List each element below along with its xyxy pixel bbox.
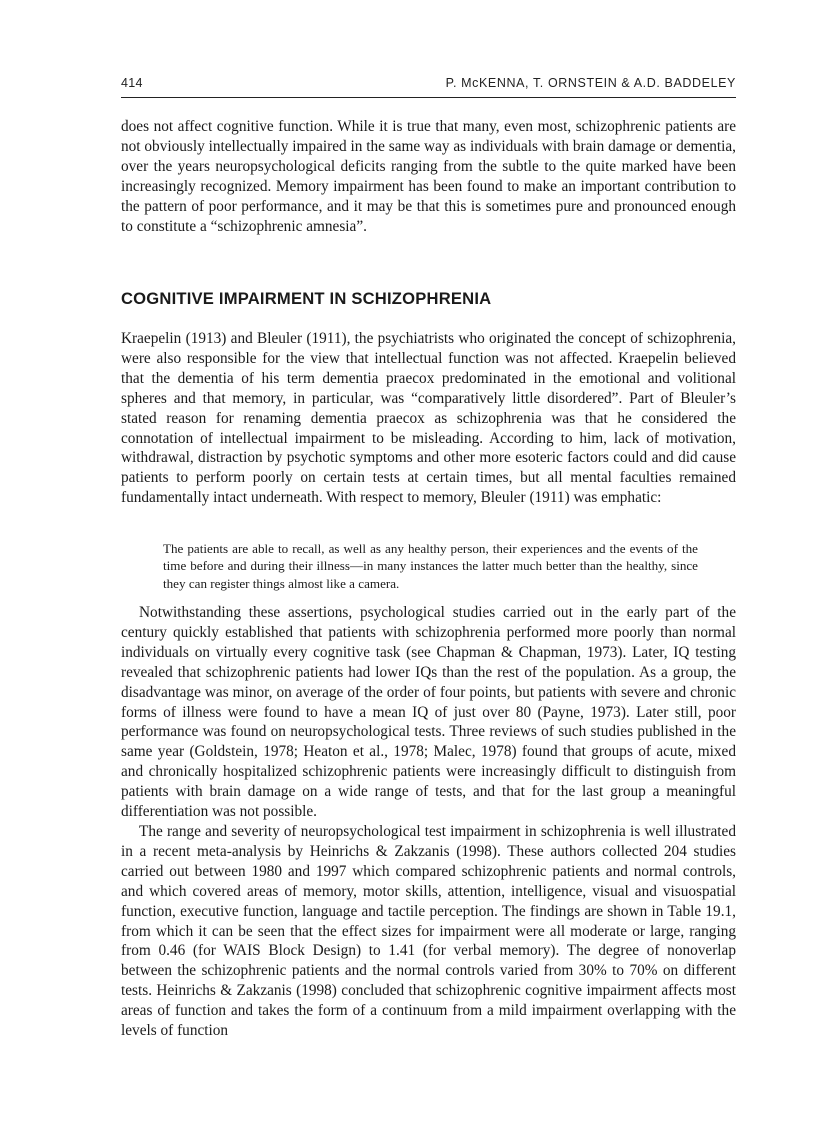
running-head-authors: P. McKENNA, T. ORNSTEIN & A.D. BADDELEY bbox=[445, 76, 736, 90]
section-paragraph-block bbox=[121, 329, 736, 508]
section-paragraph-2: Notwithstanding these assertions, psychological studies carried out in the early part of the century quickly established that patients with schizophrenia performed more poorly than normal individuals on virtually every cognitive task (see Chapman & Chapman, 1973). Later, IQ testing revealed that schizophrenic patients had lower IQs than the rest of the population. As a group, the disadvantage was minor, on average of the order of four points, but patients with severe and chronic forms of illness were found to have a mean IQ of just over 80 (Payne, 1973). Later still, poor performance was found on neuropsychological tests. Three reviews of such studies published in the same year (Goldstein, 1978; Heaton et al., 1978; Malec, 1978) found that groups of acute, mixed and chronically hospitalized schizophrenic patients were increasingly difficult to distinguish from patients with brain damage on a wide range of tests, and that for the last group a meaningful differentiation was not possible. bbox=[121, 604, 736, 821]
section-heading: COGNITIVE IMPAIRMENT IN SCHIZOPHRENIA bbox=[121, 289, 492, 308]
section-paragraph-3: The range and severity of neuropsychological test impairment in schizophrenia is well illustrated in a recent meta-analysis by Heinrichs & Zakzanis (1998). These authors collected 204 studies carried out between 1980 and 1997 which compared schizophrenic patients and normal controls, and which covered areas of memory, motor skills, attention, intelligence, visual and visuospatial function, executive function, language and tactile perception. The findings are shown in Table 19.1, from which it can be seen that the effect sizes for impairment were all moderate or large, ranging from 0.46 (for WAIS Block Design) to 1.41 (for verbal memory). The degree of nonoverlap between the schizophrenic patients and the normal controls varied from 30% to 70% on different tests. Heinrichs & Zakzanis (1998) concluded that schizophrenic cognitive impairment affects most areas of function and takes the form of a continuum from a mild impairment overlapping with the levels of function bbox=[121, 822, 736, 1040]
running-head bbox=[121, 76, 736, 90]
continued-paragraph-block bbox=[121, 603, 736, 1041]
header-rule bbox=[121, 97, 736, 98]
block-quote-text: The patients are able to recall, as well as any healthy person, their experiences and the events of the time before and during their illness—in many instances the latter much better than the healthy, since they can register things almost like a camera. bbox=[163, 541, 698, 591]
block-quote bbox=[163, 540, 698, 592]
opening-paragraph-block bbox=[121, 117, 736, 236]
section-paragraph-1: Kraepelin (1913) and Bleuler (1911), the psychiatrists who originated the concept of schizophrenia, were also responsible for the view that intellectual function was not affected. Kraepelin believed that the dementia of his term dementia praecox predominated in the emotional and volitional spheres and that memory, in particular, was “comparatively little disordered”. Part of Bleuler’s stated reason for renaming dementia praecox as schizophrenia was that he considered the connotation of intellectual impairment to be misleading. According to him, lack of motivation, withdrawal, distraction by psychotic symptoms and other more esoteric factors could and did cause patients to perform poorly on certain tests at certain times, but all mental faculties remained fundamentally intact underneath. With respect to memory, Bleuler (1911) was emphatic: bbox=[121, 330, 736, 507]
opening-paragraph: does not affect cognitive function. While it is true that many, even most, schizophrenic patients are not obviously intellectually impaired in the same way as individuals with brain damage or dementia, over the years neuropsychological deficits ranging from the subtle to the quite marked have been increasingly recognized. Memory impairment has been found to make an important contribution to the pattern of poor performance, and it may be that this is sometimes pure and pronounced enough to constitute a “schizophrenic amnesia”. bbox=[121, 118, 736, 235]
page-number: 414 bbox=[121, 76, 143, 90]
